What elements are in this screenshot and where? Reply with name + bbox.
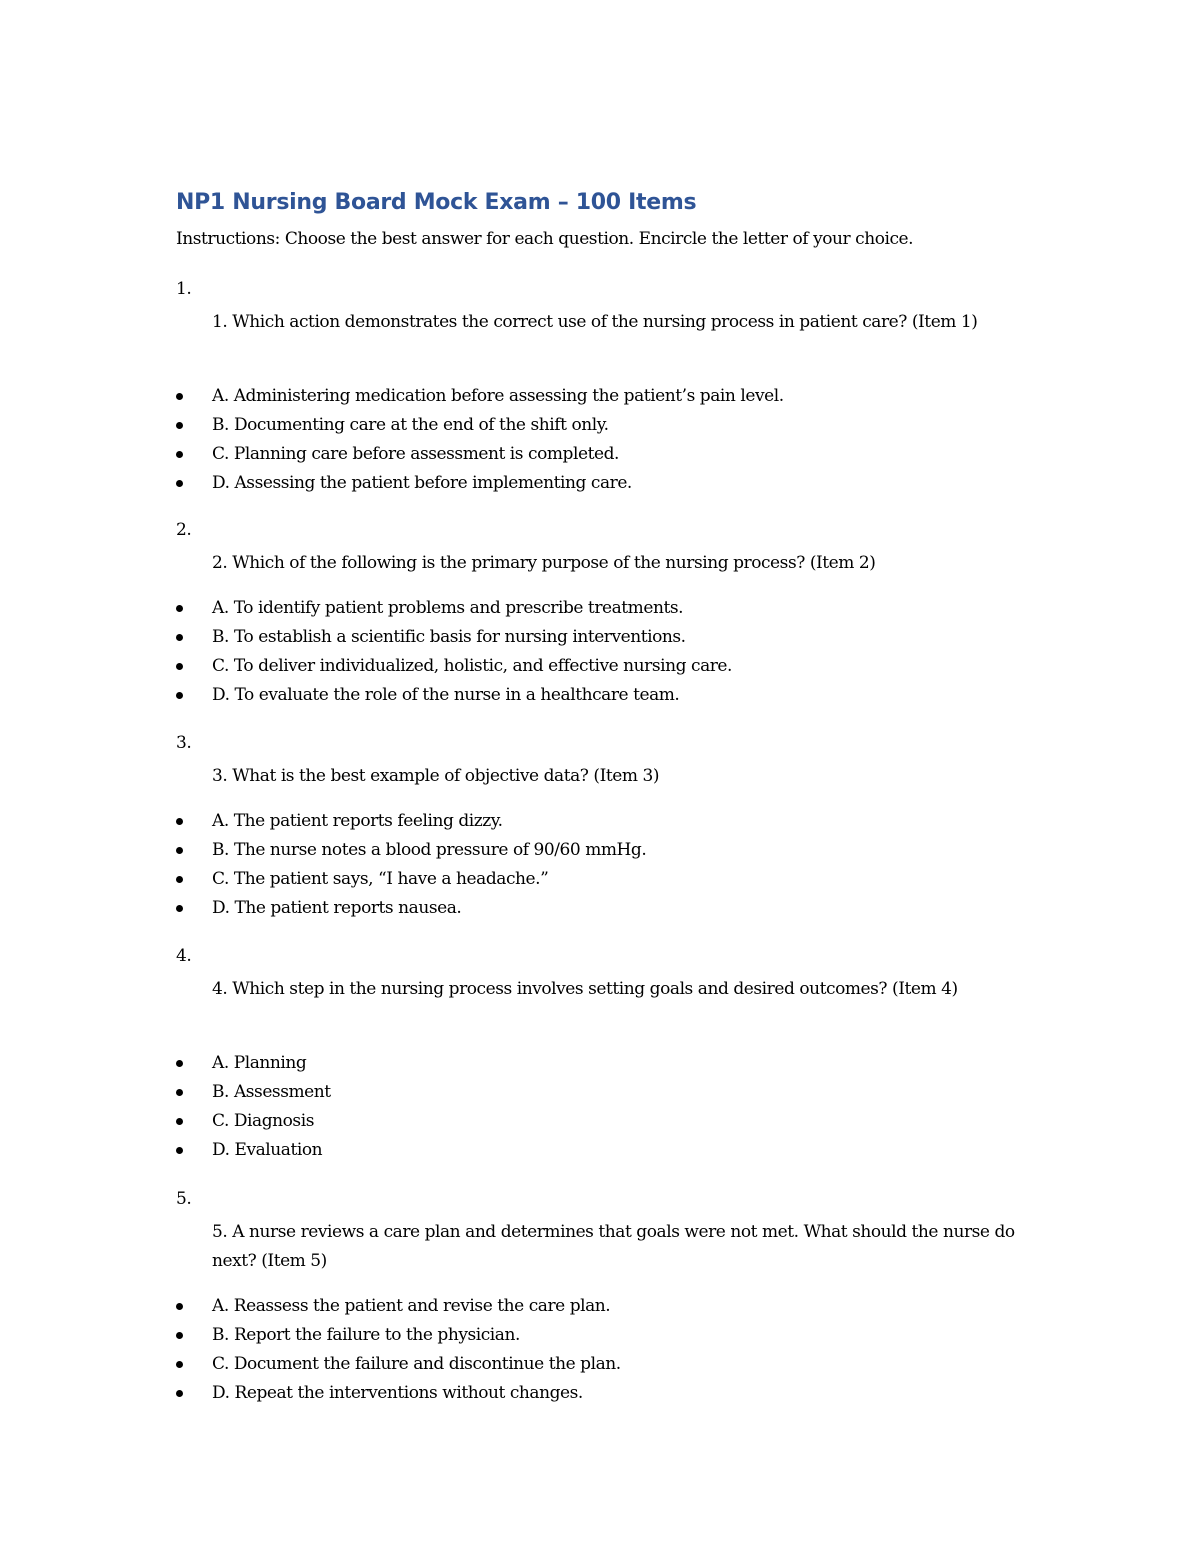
question-text: 4. Which step in the nursing process involves setting goals and desired outcomes? (Item 4) [212,979,958,999]
bullet-icon [176,1118,183,1125]
answer-option-text: C. Planning care before assessment is completed. [212,444,619,464]
question-number: 4. [176,946,192,966]
bullet-icon [176,480,183,487]
answer-option-text: C. Document the failure and discontinue the plan. [212,1354,621,1374]
answer-option-text: C. To deliver individualized, holistic, and effective nursing care. [212,656,733,676]
answer-option-text: B. Documenting care at the end of the shift only. [212,415,609,435]
answer-option-text: D. To evaluate the role of the nurse in a healthcare team. [212,685,680,705]
answer-option-text: A. Planning [212,1053,307,1073]
bullet-icon [176,1060,183,1067]
bullet-icon [176,634,183,641]
question-number: 3. [176,733,192,753]
question-text: 3. What is the best example of objective data? (Item 3) [212,766,660,786]
answer-option-text: D. The patient reports nausea. [212,898,462,918]
bullet-icon [176,393,183,400]
bullet-icon [176,692,183,699]
answer-option-text: B. To establish a scientific basis for nursing interventions. [212,627,686,647]
answer-option-text: A. Reassess the patient and revise the care plan. [212,1296,611,1316]
answer-option-text: D. Evaluation [212,1140,323,1160]
question-text: 5. A nurse reviews a care plan and determines that goals were not met. What should the nurse do next? (Item 5) [212,1222,1015,1271]
bullet-icon [176,847,183,854]
answer-option-text: D. Repeat the interventions without changes. [212,1383,583,1403]
question-text: 1. Which action demonstrates the correct use of the nursing process in patient care? (Item 1) [212,312,978,332]
bullet-icon [176,663,183,670]
answer-option-text: C. The patient says, “I have a headache.” [212,869,549,889]
bullet-icon [176,451,183,458]
document-title: NP1 Nursing Board Mock Exam – 100 Items [176,190,697,215]
answer-option-text: B. Report the failure to the physician. [212,1325,520,1345]
answer-option-text: B. The nurse notes a blood pressure of 90/60 mmHg. [212,840,647,860]
bullet-icon [176,876,183,883]
answer-option-text: C. Diagnosis [212,1111,314,1131]
question-number: 1. [176,279,192,299]
bullet-icon [176,1303,183,1310]
answer-option-text: D. Assessing the patient before implementing care. [212,473,632,493]
question-number: 2. [176,520,192,540]
bullet-icon [176,905,183,912]
question-number: 5. [176,1189,192,1209]
answer-option-text: A. The patient reports feeling dizzy. [212,811,503,831]
bullet-icon [176,1089,183,1096]
question-text: 2. Which of the following is the primary purpose of the nursing process? (Item 2) [212,553,876,573]
bullet-icon [176,1361,183,1368]
answer-option-text: B. Assessment [212,1082,331,1102]
bullet-icon [176,1390,183,1397]
instructions-text: Instructions: Choose the best answer for each question. Encircle the letter of your choice. [176,229,914,249]
answer-option-text: A. To identify patient problems and prescribe treatments. [212,598,684,618]
answer-option-text: A. Administering medication before assessing the patient’s pain level. [212,386,784,406]
bullet-icon [176,1147,183,1154]
bullet-icon [176,422,183,429]
bullet-icon [176,1332,183,1339]
bullet-icon [176,605,183,612]
bullet-icon [176,818,183,825]
